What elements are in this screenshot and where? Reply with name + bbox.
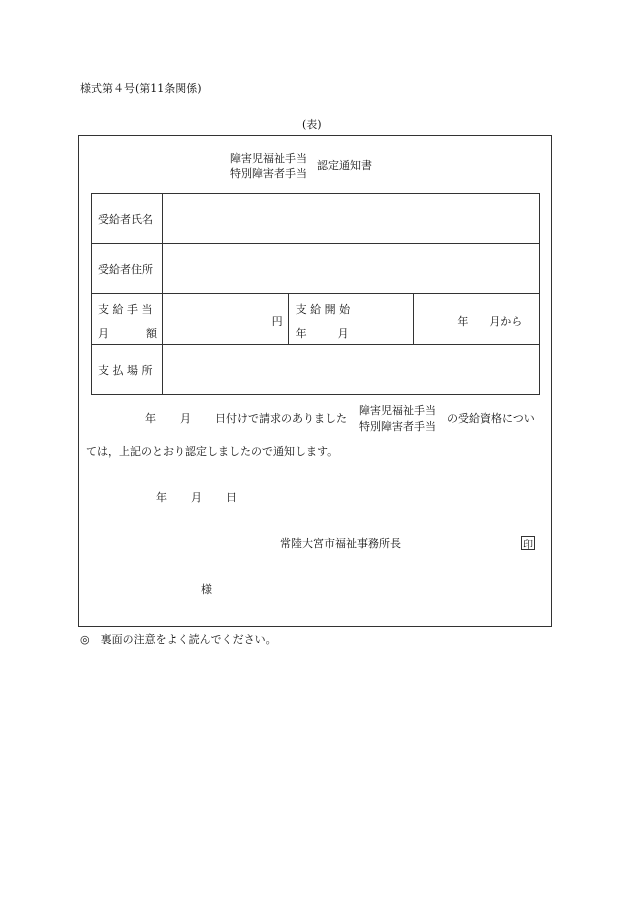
recipient-address-label-cell (92, 244, 163, 294)
seal-mark (521, 536, 535, 550)
start-value-cell[interactable] (414, 294, 540, 345)
issuer-name: 常陸大宮市福祉事務所長 (280, 537, 401, 550)
date-day: 日 (226, 491, 237, 504)
title-allowance-line2: 特別障害者手当 (230, 167, 307, 180)
amount-label-line2b: 額 (146, 327, 157, 340)
amount-label-cell (92, 294, 163, 345)
date-month: 月 (191, 491, 202, 504)
amount-value-cell[interactable] (163, 294, 289, 345)
body-month: 月 (180, 412, 191, 425)
body-tail: の受給資格につい (447, 412, 535, 425)
start-label-line2a: 年 (295, 327, 307, 340)
body-allowance-1: 障害児福祉手当 (359, 404, 436, 417)
recipient-address-label: 受給者住所 (98, 262, 153, 276)
body-allowance-2: 特別障害者手当 (359, 420, 436, 433)
seal-text: 印 (523, 539, 533, 551)
title-suffix: 認定通知書 (317, 159, 372, 172)
recipient-address-value[interactable] (163, 244, 540, 294)
payment-place-label: 支 払 場 所 (98, 363, 153, 377)
start-month: 月から (489, 315, 523, 328)
start-label-cell (288, 294, 414, 345)
start-label-line2b: 月 (337, 327, 349, 340)
start-label-line1: 支 給 開 始 (295, 303, 351, 316)
title-allowance-line1: 障害児福祉手当 (230, 152, 307, 165)
amount-label-line2a: 月 (98, 327, 109, 340)
payment-place-value[interactable] (163, 345, 540, 395)
info-table (91, 193, 540, 395)
body-day-text: 日付けで請求のありました (215, 412, 347, 425)
payment-place-label-cell (92, 345, 163, 395)
side-label: (表) (302, 118, 322, 131)
recipient-name-label-cell (92, 194, 163, 244)
start-year: 年 (457, 315, 469, 328)
recipient-name-label: 受給者氏名 (98, 212, 153, 226)
body-year: 年 (145, 412, 156, 425)
recipient-name-value[interactable] (163, 194, 540, 244)
addressee-suffix: 様 (201, 583, 212, 596)
form-number: 様式第４号(第11条関係) (80, 82, 202, 95)
amount-label-line1: 支 給 手 当 (98, 303, 153, 316)
footnote: ◎ 裏面の注意をよく読んでください。 (80, 633, 277, 646)
date-year: 年 (156, 491, 167, 504)
yen-unit: 円 (271, 315, 283, 328)
body-line2: ては，上記のとおり認定しましたので通知します。 (86, 445, 339, 458)
